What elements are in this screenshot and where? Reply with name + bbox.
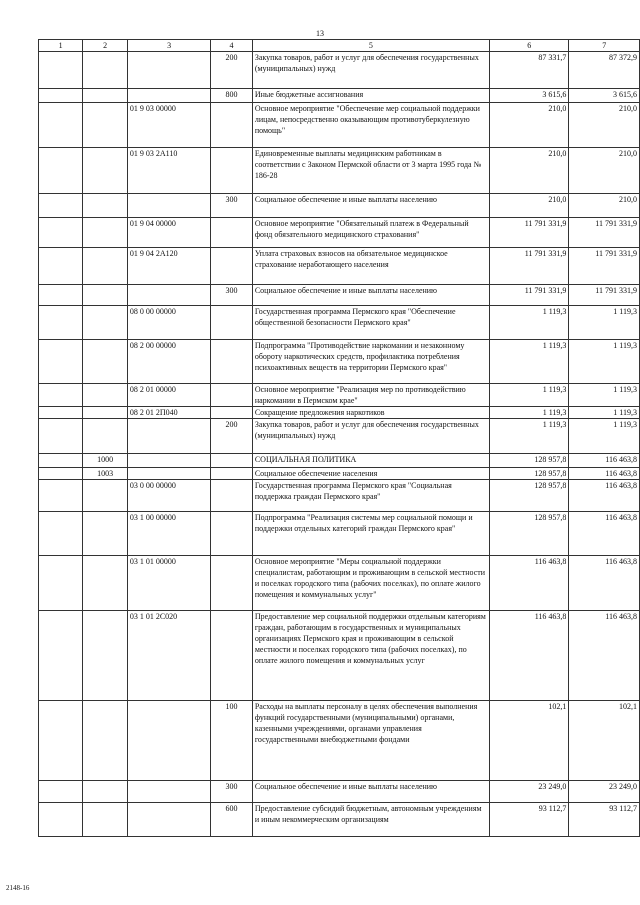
- table-row: [39, 803, 640, 837]
- cell-amount-2017: 128 957,8: [490, 468, 569, 480]
- cell-amount-2017: 1 119,3: [490, 407, 569, 419]
- cell-target-code: [127, 194, 210, 218]
- cell-section: [83, 306, 128, 340]
- cell-section: [83, 512, 128, 556]
- cell-amount-2018: 116 463,8: [569, 512, 640, 556]
- cell-section: [83, 89, 128, 103]
- cell-col1: [39, 248, 83, 285]
- cell-amount-2017: 102,1: [490, 701, 569, 781]
- column-header: 1: [39, 40, 83, 52]
- cell-amount-2018: 102,1: [569, 701, 640, 781]
- cell-amount-2017: 210,0: [490, 194, 569, 218]
- cell-col1: [39, 340, 83, 384]
- cell-expense-type: 300: [211, 781, 253, 803]
- cell-description: Государственная программа Пермского края "Обеспечение общественной безопасности Пермского края": [252, 306, 489, 340]
- cell-description: Государственная программа Пермского края "Социальная поддержка граждан Пермского края": [252, 480, 489, 512]
- cell-col1: [39, 285, 83, 306]
- cell-amount-2017: 128 957,8: [490, 480, 569, 512]
- cell-amount-2018: 11 791 331,9: [569, 285, 640, 306]
- cell-section: [83, 194, 128, 218]
- cell-section: [83, 340, 128, 384]
- cell-description: Закупка товаров, работ и услуг для обеспечения государственных (муниципальных) нужд: [252, 419, 489, 454]
- cell-expense-type: 200: [211, 419, 253, 454]
- cell-target-code: 03 1 01 2С020: [127, 611, 210, 701]
- table-row: [39, 194, 640, 218]
- cell-target-code: 01 9 03 00000: [127, 103, 210, 148]
- cell-description: Социальное обеспечение и иные выплаты населению: [252, 781, 489, 803]
- cell-amount-2017: 93 112,7: [490, 803, 569, 837]
- cell-col1: [39, 781, 83, 803]
- cell-amount-2017: 128 957,8: [490, 454, 569, 468]
- cell-target-code: 01 9 04 2А120: [127, 248, 210, 285]
- table-row: [39, 407, 640, 419]
- cell-amount-2017: 23 249,0: [490, 781, 569, 803]
- cell-description: Социальное обеспечение и иные выплаты населению: [252, 285, 489, 306]
- cell-section: [83, 407, 128, 419]
- table-row: [39, 701, 640, 781]
- table-row: [39, 781, 640, 803]
- table-row: [39, 248, 640, 285]
- table-row: [39, 148, 640, 194]
- cell-amount-2017: 116 463,8: [490, 556, 569, 611]
- cell-target-code: 08 2 01 2П040: [127, 407, 210, 419]
- cell-description: Подпрограмма "Противодействие наркомании и незаконному обороту наркотических средств, профилактика потребления психоактивных веществ на территории Пермского края": [252, 340, 489, 384]
- footer-code: 2148-16: [6, 884, 30, 892]
- table-row: [39, 384, 640, 407]
- budget-table: [38, 39, 640, 837]
- cell-target-code: [127, 52, 210, 89]
- cell-col1: [39, 512, 83, 556]
- cell-target-code: 08 2 00 00000: [127, 340, 210, 384]
- table-row: [39, 512, 640, 556]
- cell-expense-type: [211, 407, 253, 419]
- cell-amount-2018: 11 791 331,9: [569, 248, 640, 285]
- cell-section: [83, 480, 128, 512]
- cell-col1: [39, 454, 83, 468]
- cell-col1: [39, 148, 83, 194]
- table-row: [39, 285, 640, 306]
- cell-description: Сокращение предложения наркотиков: [252, 407, 489, 419]
- cell-target-code: [127, 468, 210, 480]
- table-row: [39, 480, 640, 512]
- cell-description: Основное мероприятие "Реализация мер по противодействию наркомании в Пермском крае": [252, 384, 489, 407]
- table-row: [39, 419, 640, 454]
- cell-expense-type: [211, 480, 253, 512]
- header-row: [39, 40, 640, 52]
- cell-col1: [39, 419, 83, 454]
- cell-amount-2018: 116 463,8: [569, 454, 640, 468]
- cell-col1: [39, 468, 83, 480]
- cell-amount-2018: 1 119,3: [569, 384, 640, 407]
- cell-target-code: 01 9 04 00000: [127, 218, 210, 248]
- cell-target-code: 03 1 01 00000: [127, 556, 210, 611]
- cell-col1: [39, 89, 83, 103]
- column-header: 4: [211, 40, 253, 52]
- cell-target-code: [127, 454, 210, 468]
- cell-amount-2018: 210,0: [569, 103, 640, 148]
- page-number: 13: [316, 29, 324, 38]
- cell-section: 1000: [83, 454, 128, 468]
- cell-amount-2018: 1 119,3: [569, 419, 640, 454]
- cell-expense-type: 300: [211, 194, 253, 218]
- cell-amount-2017: 210,0: [490, 148, 569, 194]
- cell-col1: [39, 103, 83, 148]
- cell-section: [83, 103, 128, 148]
- cell-col1: [39, 480, 83, 512]
- cell-description: Основное мероприятие "Обязательный платеж в Федеральный фонд обязательного медицинского страхования": [252, 218, 489, 248]
- cell-amount-2017: 87 331,7: [490, 52, 569, 89]
- cell-amount-2018: 116 463,8: [569, 556, 640, 611]
- cell-col1: [39, 218, 83, 248]
- cell-col1: [39, 194, 83, 218]
- cell-expense-type: [211, 306, 253, 340]
- cell-amount-2017: 3 615,6: [490, 89, 569, 103]
- cell-amount-2018: 3 615,6: [569, 89, 640, 103]
- cell-description: Закупка товаров, работ и услуг для обеспечения государственных (муниципальных) нужд: [252, 52, 489, 89]
- cell-target-code: [127, 803, 210, 837]
- table-row: [39, 556, 640, 611]
- cell-expense-type: [211, 611, 253, 701]
- cell-section: [83, 556, 128, 611]
- cell-amount-2018: 210,0: [569, 194, 640, 218]
- column-header: 5: [252, 40, 489, 52]
- cell-amount-2018: 116 463,8: [569, 611, 640, 701]
- cell-section: [83, 419, 128, 454]
- cell-amount-2017: 128 957,8: [490, 512, 569, 556]
- cell-expense-type: [211, 218, 253, 248]
- cell-target-code: [127, 89, 210, 103]
- cell-col1: [39, 701, 83, 781]
- cell-amount-2018: 116 463,8: [569, 468, 640, 480]
- cell-amount-2017: 1 119,3: [490, 384, 569, 407]
- cell-amount-2018: 87 372,9: [569, 52, 640, 89]
- cell-col1: [39, 556, 83, 611]
- cell-expense-type: 100: [211, 701, 253, 781]
- cell-amount-2017: 116 463,8: [490, 611, 569, 701]
- cell-expense-type: 600: [211, 803, 253, 837]
- cell-amount-2018: 23 249,0: [569, 781, 640, 803]
- cell-description: Основное мероприятие "Обеспечение мер социальной поддержки лицам, непосредственно оказывающим противотуберкулезную помощь": [252, 103, 489, 148]
- cell-section: [83, 285, 128, 306]
- cell-section: [83, 701, 128, 781]
- cell-amount-2018: 93 112,7: [569, 803, 640, 837]
- table-row: [39, 306, 640, 340]
- cell-expense-type: [211, 454, 253, 468]
- cell-col1: [39, 306, 83, 340]
- cell-description: Иные бюджетные ассигнования: [252, 89, 489, 103]
- table-row: [39, 103, 640, 148]
- table-row: [39, 468, 640, 480]
- cell-expense-type: [211, 512, 253, 556]
- table-row: [39, 89, 640, 103]
- table-row: [39, 611, 640, 701]
- cell-col1: [39, 52, 83, 89]
- cell-col1: [39, 803, 83, 837]
- cell-section: [83, 803, 128, 837]
- cell-amount-2018: 116 463,8: [569, 480, 640, 512]
- cell-amount-2018: 1 119,3: [569, 340, 640, 384]
- cell-amount-2017: 1 119,3: [490, 340, 569, 384]
- cell-target-code: 08 2 01 00000: [127, 384, 210, 407]
- column-header: 7: [569, 40, 640, 52]
- cell-section: [83, 781, 128, 803]
- cell-target-code: [127, 781, 210, 803]
- cell-expense-type: 200: [211, 52, 253, 89]
- cell-section: [83, 611, 128, 701]
- cell-description: Единовременные выплаты медицинским работникам в соответствии с Законом Пермской области от 3 марта 1995 года № 186-28: [252, 148, 489, 194]
- cell-section: [83, 384, 128, 407]
- cell-section: [83, 248, 128, 285]
- cell-expense-type: [211, 384, 253, 407]
- cell-expense-type: [211, 468, 253, 480]
- cell-description: Подпрограмма "Реализация системы мер социальной помощи и поддержки отдельных категорий граждан Пермского края": [252, 512, 489, 556]
- cell-expense-type: [211, 148, 253, 194]
- cell-description: Социальное обеспечение и иные выплаты населению: [252, 194, 489, 218]
- cell-expense-type: [211, 103, 253, 148]
- cell-description: Основное мероприятие "Меры социальной поддержки специалистам, работающим и проживающим в сельской местности и поселках городского типа (рабочих поселках), по оплате жилого помещения и коммунальных услуг": [252, 556, 489, 611]
- cell-section: 1003: [83, 468, 128, 480]
- column-header: 6: [490, 40, 569, 52]
- cell-description: Расходы на выплаты персоналу в целях обеспечения выполнения функций государственными (муниципальными) органами, казенными учреждениями, органами управления государственными внебюджетными фондами: [252, 701, 489, 781]
- cell-description: Предоставление мер социальной поддержки отдельным категориям граждан, работающим в государственных и муниципальных организациях Пермского края и проживающим в сельской местности и поселках городского типа (рабочих поселках), по оплате жилого помещения и коммунальных услуг: [252, 611, 489, 701]
- table-row: [39, 454, 640, 468]
- cell-amount-2017: 1 119,3: [490, 306, 569, 340]
- cell-target-code: 01 9 03 2А110: [127, 148, 210, 194]
- cell-expense-type: 300: [211, 285, 253, 306]
- cell-amount-2018: 1 119,3: [569, 306, 640, 340]
- cell-expense-type: [211, 248, 253, 285]
- column-header: 2: [83, 40, 128, 52]
- cell-target-code: [127, 285, 210, 306]
- cell-target-code: [127, 419, 210, 454]
- cell-amount-2017: 11 791 331,9: [490, 248, 569, 285]
- cell-amount-2018: 1 119,3: [569, 407, 640, 419]
- cell-expense-type: [211, 340, 253, 384]
- cell-col1: [39, 611, 83, 701]
- cell-col1: [39, 384, 83, 407]
- table-row: [39, 340, 640, 384]
- cell-description: СОЦИАЛЬНАЯ ПОЛИТИКА: [252, 454, 489, 468]
- cell-target-code: [127, 701, 210, 781]
- cell-description: Социальное обеспечение населения: [252, 468, 489, 480]
- cell-section: [83, 148, 128, 194]
- column-header: 3: [127, 40, 210, 52]
- cell-description: Предоставление субсидий бюджетным, автономным учреждениям и иным некоммерческим организациям: [252, 803, 489, 837]
- cell-amount-2017: 11 791 331,9: [490, 285, 569, 306]
- cell-target-code: 03 0 00 00000: [127, 480, 210, 512]
- cell-description: Уплата страховых взносов на обязательное медицинское страхование неработающего населения: [252, 248, 489, 285]
- table-body: [39, 40, 640, 837]
- cell-amount-2017: 11 791 331,9: [490, 218, 569, 248]
- cell-amount-2017: 210,0: [490, 103, 569, 148]
- cell-section: [83, 52, 128, 89]
- cell-expense-type: [211, 556, 253, 611]
- cell-amount-2018: 210,0: [569, 148, 640, 194]
- cell-col1: [39, 407, 83, 419]
- table-row: [39, 218, 640, 248]
- cell-amount-2017: 1 119,3: [490, 419, 569, 454]
- cell-target-code: 08 0 00 00000: [127, 306, 210, 340]
- cell-section: [83, 218, 128, 248]
- cell-expense-type: 800: [211, 89, 253, 103]
- cell-target-code: 03 1 00 00000: [127, 512, 210, 556]
- table-row: [39, 52, 640, 89]
- cell-amount-2018: 11 791 331,9: [569, 218, 640, 248]
